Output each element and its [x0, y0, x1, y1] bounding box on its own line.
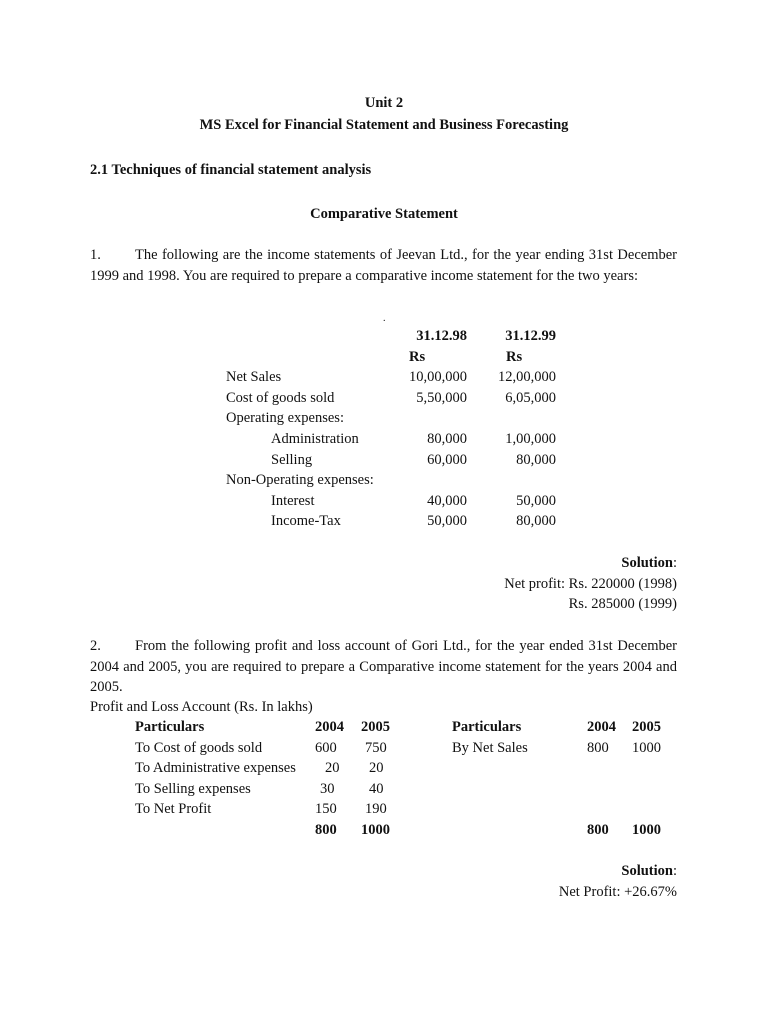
- solution-2-line-1: Net Profit: +26.67%: [558, 884, 677, 900]
- solution-1-line-2: Rs. 285000 (1999): [568, 596, 677, 612]
- column-header-2005: 2005: [361, 719, 390, 735]
- debit-label: To Selling expenses: [135, 780, 251, 797]
- total-left-2004: 800: [315, 821, 337, 838]
- debit-label: To Administrative expenses: [135, 760, 296, 777]
- row-value-1998: 40,000: [427, 492, 467, 509]
- table-row: [226, 450, 556, 471]
- table-row: [226, 367, 556, 388]
- row-label: Interest: [271, 492, 315, 509]
- credit-value-2005: 1000: [632, 739, 661, 756]
- table-total-row: [135, 820, 682, 841]
- row-value-1999: [467, 408, 556, 429]
- solution-label-text: Solution: [621, 863, 673, 879]
- row-value-1999: 50,000: [516, 492, 556, 509]
- total-right-2005: 1000: [632, 821, 661, 838]
- debit-value-2005: 20: [369, 760, 384, 777]
- table-row: [226, 511, 556, 532]
- solution-1-line-1: Net profit: Rs. 220000 (1998): [504, 576, 677, 592]
- question-1-number: 1.: [90, 247, 101, 263]
- table-row: [226, 429, 556, 450]
- row-label: Operating expenses:: [226, 410, 344, 427]
- debit-label: To Cost of goods sold: [135, 739, 263, 756]
- row-value-1998: [396, 470, 467, 491]
- table-row: [226, 408, 556, 429]
- debit-value-2005: 40: [369, 780, 384, 797]
- debit-value-2004: 600: [315, 739, 337, 756]
- debit-value-2005: 750: [365, 739, 387, 756]
- solution-1-label: [621, 553, 677, 573]
- unit-title: Unit 2: [364, 95, 404, 111]
- row-label: Administration: [271, 430, 359, 447]
- column-header-particulars: Particulars: [135, 719, 205, 735]
- debit-value-2004: 20: [325, 760, 340, 777]
- debit-value-2004: 150: [315, 801, 337, 818]
- column-header-2005: 2005: [632, 719, 661, 735]
- row-label: Net Sales: [226, 369, 282, 386]
- debit-value-2005: 190: [365, 801, 387, 818]
- column-header-2004: 2004: [587, 719, 616, 735]
- comparative-statement-heading: Comparative Statement: [310, 206, 458, 222]
- profit-loss-table: [135, 717, 682, 841]
- row-value-1999: 12,00,000: [498, 369, 556, 386]
- question-1-text: The following are the income statements of Jeevan Ltd., for the year ending 31st December 1999 and 1998. You are required to prepare a comparative income statement for the two years:: [90, 247, 677, 284]
- row-value-1999: [467, 470, 556, 491]
- total-right-2004: 800: [587, 821, 609, 838]
- table-row: [135, 779, 682, 800]
- debit-label: To Net Profit: [135, 801, 212, 818]
- row-value-1998: 60,000: [427, 451, 467, 468]
- solution-colon: :: [672, 555, 677, 571]
- page-title: MS Excel for Financial Statement and Business Forecasting: [199, 117, 569, 133]
- question-2: [90, 636, 677, 698]
- column-header-particulars: Particulars: [452, 719, 522, 735]
- credit-value-2004: 800: [587, 739, 609, 756]
- row-value-1998: [396, 408, 467, 429]
- row-value-1998: 80,000: [427, 430, 467, 447]
- table-row: [135, 738, 682, 759]
- column-header-2004: 2004: [315, 719, 344, 735]
- row-value-1998: 5,50,000: [416, 389, 467, 406]
- row-label: Cost of goods sold: [226, 389, 335, 406]
- row-label: Income-Tax: [271, 513, 341, 530]
- table-row: [135, 758, 682, 779]
- row-value-1999: 80,000: [516, 451, 556, 468]
- income-statement-table: [226, 326, 556, 532]
- question-2-number: 2.: [90, 638, 101, 654]
- row-label: Selling: [271, 451, 313, 468]
- table-row: [226, 388, 556, 409]
- row-value-1998: 50,000: [427, 513, 467, 530]
- question-1: [90, 245, 677, 286]
- table-header-row: [226, 326, 556, 347]
- credit-label: By Net Sales: [452, 739, 528, 756]
- table-row: [226, 470, 556, 491]
- row-label: Non-Operating expenses:: [226, 472, 374, 489]
- solution-colon: :: [672, 863, 677, 879]
- table-row: [135, 799, 682, 820]
- column-header-1999: 31.12.99: [505, 328, 556, 344]
- stray-dot: .: [383, 313, 386, 324]
- column-header-1998: 31.12.98: [416, 328, 467, 344]
- row-value-1999: 6,05,000: [505, 389, 556, 406]
- row-value-1999: 1,00,000: [505, 430, 556, 447]
- row-value-1999: 80,000: [516, 513, 556, 530]
- solution-2-label: [621, 861, 677, 881]
- total-left-2005: 1000: [361, 821, 390, 838]
- section-heading: 2.1 Techniques of financial statement analysis: [90, 162, 372, 178]
- row-value-1998: 10,00,000: [409, 369, 467, 386]
- debit-value-2004: 30: [320, 780, 335, 797]
- table-row: [226, 491, 556, 512]
- account-title: Profit and Loss Account (Rs. In lakhs): [90, 699, 313, 715]
- question-2-text: From the following profit and loss account of Gori Ltd., for the year ended 31st December 2004 and 2005, you are required to prepare a Comparative income statement for the years 2004 and 2005.: [90, 638, 677, 695]
- column-unit-1999: Rs: [506, 348, 523, 365]
- table-unit-row: [226, 347, 556, 368]
- table-header-row: [135, 717, 682, 738]
- column-unit-1998: Rs: [409, 348, 426, 365]
- solution-label-text: Solution: [621, 555, 673, 571]
